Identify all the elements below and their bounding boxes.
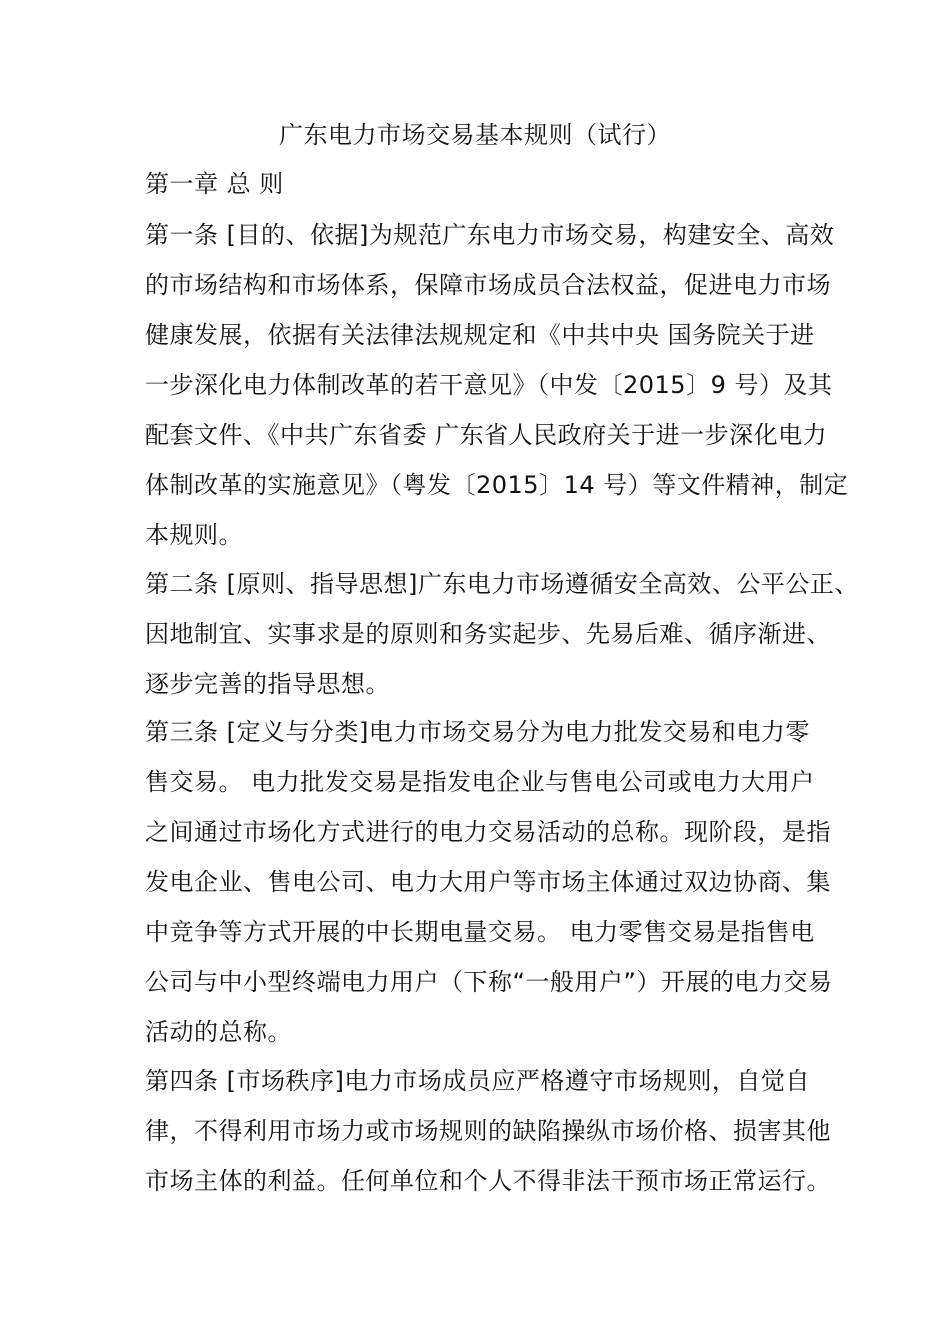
article-2 (145, 559, 859, 709)
article-2-line: 逐步完善的指导思想。 (145, 670, 390, 698)
article-4 (145, 1056, 831, 1206)
article-1 (145, 210, 849, 560)
article-1-line: 本规则。 (145, 521, 243, 549)
document-title: 广东电力市场交易基本规则（试行） (279, 121, 671, 149)
article-3-line: 公司与中小型终端电力用户（下称“一般用户”）开展的电力交易 (145, 968, 833, 996)
article-1-line: 体制改革的实施意见》（粤发〔2015〕14 号）等文件精神，制定 (145, 471, 849, 499)
article-3-line: 售交易。 电力批发交易是指发电企业与售电公司或电力大用户 (145, 768, 815, 796)
article-2-line: 因地制宜、实事求是的原则和务实起步、先易后难、循序渐进、 (145, 620, 831, 648)
article-2-line: 第二条 [原则、指导思想]广东电力市场遵循安全高效、公平公正、 (145, 570, 859, 598)
article-3-line: 中竞争等方式开展的中长期电量交易。 电力零售交易是指售电 (145, 918, 815, 946)
article-1-line: 一步深化电力体制改革的若干意见》（中发〔2015〕9 号）及其 (145, 371, 833, 399)
article-4-line: 律，不得利用市场力或市场规则的缺陷操纵市场价格、损害其他 (145, 1117, 831, 1145)
article-3-line: 第三条 [定义与分类]电力市场交易分为电力批发交易和电力零 (145, 718, 810, 746)
article-1-line: 配套文件、《中共广东省委 广东省人民政府关于进一步深化电力 (145, 421, 828, 449)
article-1-line: 第一条 [目的、依据]为规范广东电力市场交易，构建安全、高效 (145, 221, 835, 249)
article-3-line: 发电企业、售电公司、电力大用户等市场主体通过双边协商、集 (145, 868, 831, 896)
chapter-heading: 第一章 总 则 (145, 170, 284, 198)
article-4-line: 市场主体的利益。任何单位和个人不得非法干预市场正常运行。 (145, 1167, 831, 1195)
article-4-line: 第四条 [市场秩序]电力市场成员应严格遵守市场规则，自觉自 (145, 1067, 810, 1095)
article-3-line: 之间通过市场化方式进行的电力交易活动的总称。现阶段，是指 (145, 818, 831, 846)
article-3 (145, 707, 833, 1057)
article-3-line: 活动的总称。 (145, 1018, 292, 1046)
article-1-line: 健康发展，依据有关法律法规规定和《中共中央 国务院关于进 (145, 321, 815, 349)
article-1-line: 的市场结构和市场体系，保障市场成员合法权益，促进电力市场 (145, 271, 831, 299)
